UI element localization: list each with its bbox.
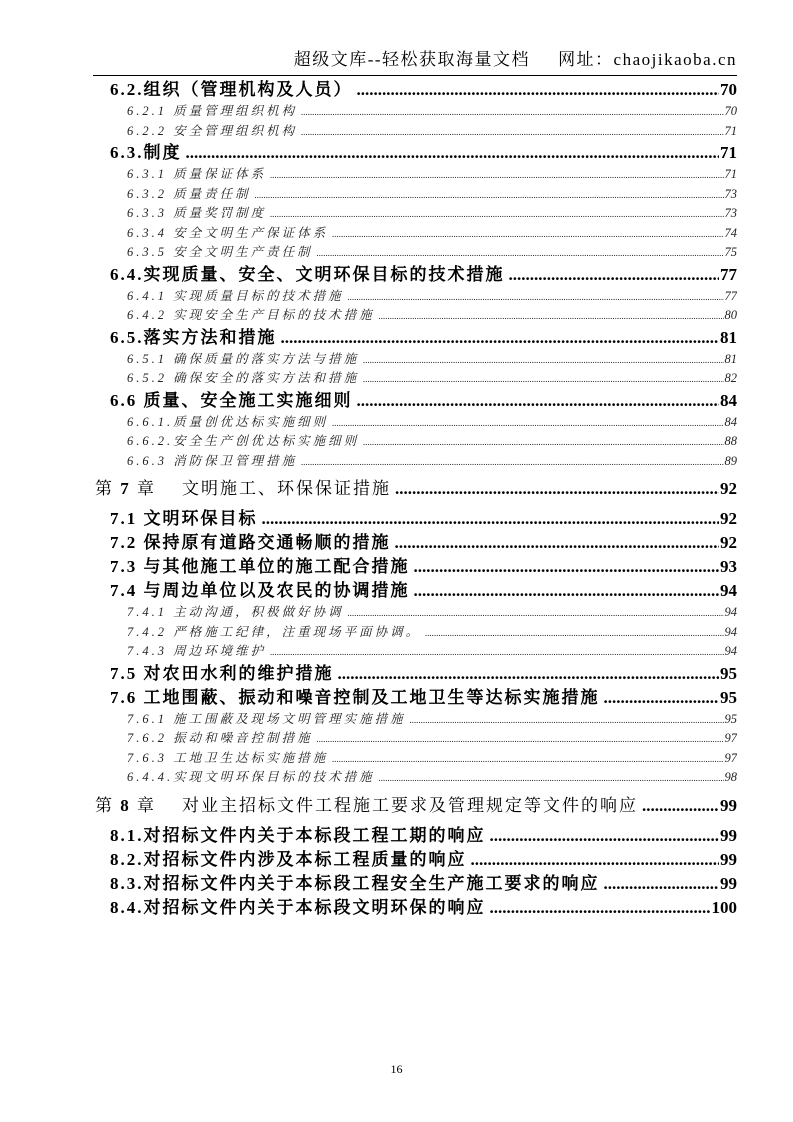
leader-dots (414, 555, 720, 579)
page-ref: 97 (724, 750, 737, 765)
leader-dots (262, 507, 720, 531)
page-ref: 99 (720, 795, 737, 815)
toc-entry-6-3-5[interactable]: 6.3.5 安全文明生产责任制 ..... 75 (93, 243, 737, 263)
page-number: 16 (390, 1062, 403, 1076)
leader-dots (363, 351, 723, 370)
page-ref: 84 (720, 390, 737, 410)
leader-dots (301, 123, 723, 142)
toc-entry-6-5[interactable]: 6.5.落实方法和措施 ..... 81 (93, 326, 737, 350)
leader-dots (270, 166, 723, 185)
page-ref: 97 (724, 731, 737, 745)
leader-dots (317, 244, 724, 263)
toc-entry-7-4-3[interactable]: 7.4.3 周边环境维护 ..... 94 (93, 642, 737, 662)
toc-entry-6-5-1[interactable]: 6.5.1 确保质量的落实方法与措施 ..... 81 (93, 350, 737, 370)
page-header (93, 44, 737, 76)
page-ref: 73 (724, 206, 737, 220)
header-site-name: 超级文库--轻松获取海量文档 (293, 50, 531, 69)
toc-entry-7-6-3[interactable]: 7.6.3 工地卫生达标实施措施 ..... 97 (93, 749, 737, 769)
leader-dots (363, 433, 723, 452)
page-ref: 77 (720, 264, 737, 284)
toc-entry-6-6-2[interactable]: 6.6.2.安全生产创优达标实施细则 ..... 88 (93, 432, 737, 452)
toc-entry-6-6[interactable]: 6.6 质量、安全施工实施细则 ..... 84 (93, 389, 737, 413)
page-ref: 95 (720, 663, 737, 683)
page-ref: 81 (720, 327, 737, 347)
page-ref: 92 (720, 479, 737, 498)
page-ref: 88 (724, 434, 737, 448)
leader-dots (471, 848, 720, 872)
toc-entry-8-3[interactable]: 8.3.对招标文件内关于本标段工程安全生产施工要求的响应 ..... 99 (93, 872, 737, 896)
leader-dots (363, 370, 723, 389)
page-ref: 77 (724, 288, 737, 303)
leader-dots (604, 872, 720, 896)
toc-entry-7-2[interactable]: 7.2 保持原有道路交通畅顺的措施 ..... 92 (93, 531, 737, 555)
leader-dots (301, 103, 723, 122)
toc-entry-6-4-1[interactable]: 6.4.1 实现质量目标的技术措施 ..... 77 (93, 287, 737, 307)
page-ref: 74 (724, 225, 737, 240)
toc-entry-6-4[interactable]: 6.4.实现质量、安全、文明环保目标的技术措施 ..... 77 (93, 263, 737, 287)
page-ref: 71 (724, 167, 737, 181)
page-ref: 84 (724, 414, 737, 429)
page-ref: 94 (720, 581, 737, 600)
toc-entry-6-3-3[interactable]: 6.3.3 质量奖罚制度 ..... 73 (93, 204, 737, 224)
page-ref: 93 (720, 557, 737, 576)
page-ref: 75 (724, 245, 737, 259)
page-ref: 95 (724, 711, 737, 726)
page-ref: 70 (720, 80, 737, 99)
page-ref: 89 (724, 453, 737, 468)
toc-entry-7-6[interactable]: 7.6 工地围蔽、振动和噪音控制及工地卫生等达标实施措施 ..... 95 (93, 686, 737, 710)
leader-dots (317, 730, 724, 749)
leader-dots (410, 711, 724, 730)
toc-entry-6-5-2[interactable]: 6.5.2 确保安全的落实方法和措施 ..... 82 (93, 369, 737, 389)
toc-entry-6-4-2[interactable]: 6.4.2 实现安全生产目标的技术措施 ..... 80 (93, 306, 737, 326)
leader-dots (186, 141, 720, 165)
toc-entry-7-6-2[interactable]: 7.6.2 振动和噪音控制措施 ..... 97 (93, 729, 737, 749)
leader-dots (301, 453, 723, 472)
toc-entry-7-6-1[interactable]: 7.6.1 施工围蔽及现场文明管理实施措施 ..... 95 (93, 710, 737, 730)
toc-entry-8-2[interactable]: 8.2.对招标文件内涉及本标工程质量的响应 ..... 99 (93, 848, 737, 872)
toc-entry-7-4-1[interactable]: 7.4.1 主动沟通，积极做好协调 ..... 94 (93, 603, 737, 623)
page-ref: 94 (724, 644, 737, 658)
toc-entry-6-2-1[interactable]: 6.2.1 质量管理组织机构 ..... 70 (93, 102, 737, 122)
toc-entry-6-3-4[interactable]: 6.3.4 安全文明生产保证体系 ..... 74 (93, 224, 737, 244)
leader-dots (281, 326, 720, 350)
leader-dots (270, 205, 723, 224)
leader-dots (490, 896, 711, 920)
page-ref: 82 (724, 371, 737, 385)
leader-dots (604, 686, 720, 710)
page-ref: 100 (711, 897, 737, 917)
toc-chapter-7[interactable]: 第 7 章 文明施工、环保保证措施 ..... 92 (93, 475, 737, 503)
toc-entry-7-4-2[interactable]: 7.4.2 严格施工纪律，注重现场平面协调。 ..... 94 (93, 623, 737, 643)
toc-entry-7-4[interactable]: 7.4 与周边单位以及农民的协调措施 ..... 94 (93, 579, 737, 603)
leader-dots (395, 475, 719, 503)
leader-dots (332, 750, 723, 769)
header-url[interactable]: 网址：chaojikaoba.cn (558, 50, 737, 69)
leader-dots (357, 389, 720, 413)
page-ref: 95 (720, 687, 737, 707)
page-ref: 98 (724, 770, 737, 784)
toc-entry-8-4[interactable]: 8.4.对招标文件内关于本标段文明环保的响应 ..... 100 (93, 896, 737, 920)
page-ref: 94 (724, 624, 737, 639)
leader-dots (642, 792, 719, 820)
toc-entry-6-2-2[interactable]: 6.2.2 安全管理组织机构 ..... 71 (93, 122, 737, 142)
toc-entry-7-5[interactable]: 7.5 对农田水利的维护措施 ..... 95 (93, 662, 737, 686)
leader-dots (395, 531, 720, 555)
page-ref: 80 (724, 308, 737, 322)
toc-entry-7-1[interactable]: 7.1 文明环保目标 ..... 92 (93, 507, 737, 531)
table-of-contents (93, 78, 737, 920)
leader-dots (338, 662, 720, 686)
page-ref: 94 (724, 605, 737, 619)
toc-entry-6-2[interactable]: 6.2.组织（管理机构及人员） ..... 70 (93, 78, 737, 102)
toc-entry-6-3-2[interactable]: 6.3.2 质量责任制 ..... 73 (93, 185, 737, 205)
leader-dots (270, 643, 723, 662)
leader-dots (509, 263, 720, 287)
page-ref: 92 (720, 509, 737, 528)
leader-dots (348, 604, 724, 623)
leader-dots (332, 225, 723, 244)
page-ref: 99 (720, 825, 737, 845)
toc-chapter-8[interactable]: 第 8 章 对业主招标文件工程施工要求及管理规定等文件的响应 ..... 99 (93, 792, 737, 820)
leader-dots (414, 579, 720, 603)
page-ref: 71 (724, 123, 737, 138)
leader-dots (255, 186, 724, 205)
page-ref: 70 (724, 104, 737, 118)
toc-entry-6-6-3[interactable]: 6.6.3 消防保卫管理措施 ..... 89 (93, 452, 737, 472)
page-ref: 81 (724, 351, 737, 366)
leader-dots (490, 824, 720, 848)
leader-dots (379, 769, 724, 788)
toc-entry-8-1[interactable]: 8.1.对招标文件内关于本标段工程工期的响应 ..... 99 (93, 824, 737, 848)
leader-dots (425, 624, 723, 643)
page-ref: 99 (720, 849, 737, 869)
toc-entry-7-3[interactable]: 7.3 与其他施工单位的施工配合措施 ..... 93 (93, 555, 737, 579)
page-ref: 71 (720, 143, 737, 162)
page-ref: 92 (720, 533, 737, 552)
toc-entry-6-6-1[interactable]: 6.6.1.质量创优达标实施细则 ..... 84 (93, 413, 737, 433)
leader-dots (357, 78, 720, 102)
leader-dots (379, 307, 724, 326)
toc-entry-6-4-4[interactable]: 6.4.4.实现文明环保目标的技术措施 ..... 98 (93, 768, 737, 788)
page-ref: 99 (720, 873, 737, 893)
toc-entry-6-3[interactable]: 6.3.制度 ..... 71 (93, 141, 737, 165)
page-ref: 73 (724, 186, 737, 201)
leader-dots (332, 414, 723, 433)
toc-entry-6-3-1[interactable]: 6.3.1 质量保证体系 ..... 71 (93, 165, 737, 185)
leader-dots (348, 288, 724, 307)
